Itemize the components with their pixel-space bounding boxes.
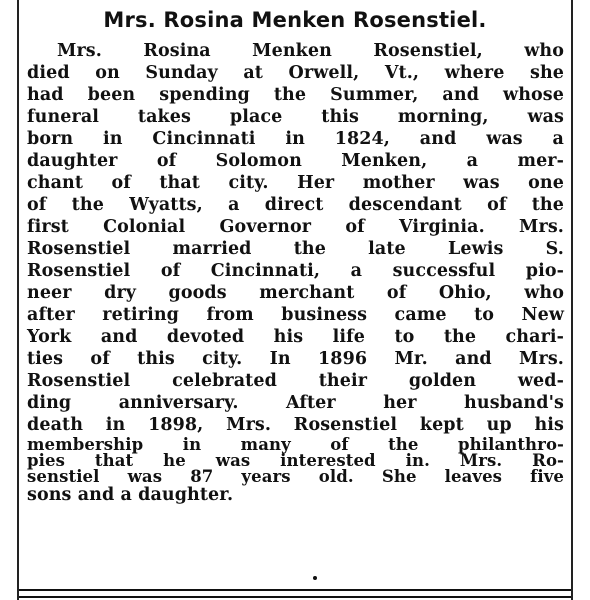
article-line: ding anniversary. After her husband's	[27, 393, 564, 413]
article-line: daughter of Solomon Menken, a mer-	[27, 151, 564, 171]
article-line: senstiel was 87 years old. She leaves five	[27, 467, 564, 486]
article-line: Rosenstiel of Cincinnati, a successful pio-	[27, 261, 564, 281]
article-line: died on Sunday at Orwell, Vt., where she	[27, 63, 564, 83]
column-rule	[19, 596, 571, 598]
article-line: York and devoted his life to the chari-	[27, 327, 564, 347]
article-body	[27, 40, 564, 506]
article-line: born in Cincinnati in 1824, and was a	[27, 129, 564, 149]
ink-dot	[313, 576, 317, 580]
article-line: neer dry goods merchant of Ohio, who	[27, 283, 564, 303]
article-line: death in 1898, Mrs. Rosenstiel kept up his	[27, 415, 564, 435]
article-line: of the Wyatts, a direct descendant of the	[27, 195, 564, 215]
column-border-left	[17, 0, 19, 600]
article-line: funeral takes place this morning, was	[27, 107, 564, 127]
article-line: sons and a daughter.	[27, 485, 234, 505]
article-line: ties of this city. In 1896 Mr. and Mrs.	[27, 349, 564, 369]
article-line: pies that he was interested in. Mrs. Ro-	[27, 451, 564, 470]
article-line: Rosenstiel celebrated their golden wed-	[27, 371, 564, 391]
column-border-right	[571, 0, 573, 600]
article-line: had been spending the Summer, and whose	[27, 85, 564, 105]
article-line: after retiring from business came to New	[27, 305, 564, 325]
article-line: Rosenstiel married the late Lewis S.	[27, 239, 564, 259]
article-line: membership in many of the philanthro-	[27, 435, 564, 454]
headline: Mrs. Rosina Menken Rosenstiel.	[103, 8, 487, 32]
column-rule	[19, 589, 571, 591]
article-line: Mrs. Rosina Menken Rosenstiel, who	[57, 41, 564, 61]
article-line: chant of that city. Her mother was one	[27, 173, 564, 193]
article-line: first Colonial Governor of Virginia. Mrs.	[27, 217, 564, 237]
